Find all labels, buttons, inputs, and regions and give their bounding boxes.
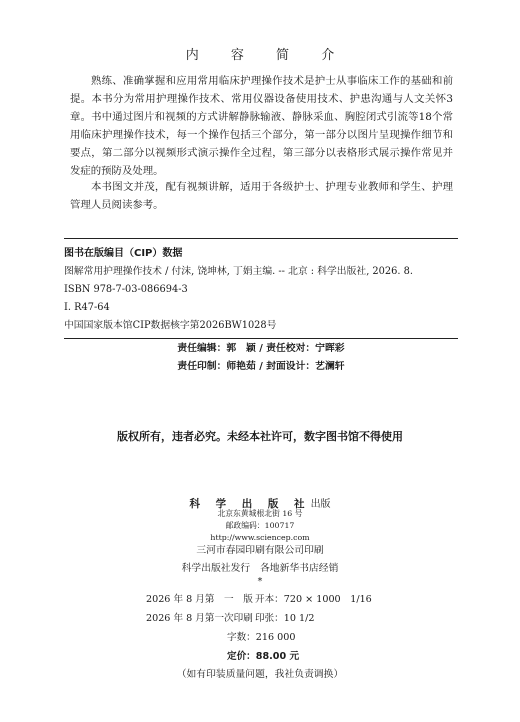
- cip-bibliographic-line: 图解常用护理操作技术 / 付沫, 饶坤林, 丁娟主编. -- 北京 : 科学出版社, 2026. 8.: [64, 266, 413, 277]
- publisher-address: 北京东黄城根北街 16 号: [217, 509, 303, 518]
- distribution-line: 科学出版社发行 各地新华书店经销: [181, 563, 339, 574]
- credits-editors: 责任编辑：郭 颖 / 责任校对：宁晖彩: [177, 343, 345, 354]
- credits-production: 责任印制：师艳茹 / 封面设计：艺澜轩: [177, 361, 345, 372]
- printing-label: 2026 年 8 月第一次印刷: [146, 613, 253, 624]
- copyright-notice: 版权所有，违者必究。未经本社许可，数字图书馆不得使用: [117, 430, 403, 443]
- cip-bottom-rule: [64, 338, 458, 339]
- separator-star: *: [257, 576, 263, 587]
- publisher-website: http://www.sciencep.com: [210, 533, 310, 542]
- printer-line: 三河市春园印刷有限公司印刷: [196, 545, 324, 556]
- edition-label: 2026 年 8 月第 一 版: [146, 594, 253, 605]
- cip-top-rule: [64, 238, 458, 239]
- cip-record-number: 中国国家版本馆CIP数据核字第2026BW1028号: [64, 320, 277, 331]
- publisher-name: 科 学 出 版 社: [189, 498, 311, 510]
- sheets-label: 印张：10 1/2: [255, 613, 315, 624]
- intro-paragraph-2: 本书图文并茂，配有视频讲解，适用于各级护士、护理专业教师和学生、护理管理人员阅读参考。: [70, 181, 453, 211]
- quality-note: （如有印装质量问题，我社负责调换）: [176, 669, 344, 680]
- publisher-suffix: 出版: [310, 499, 331, 510]
- cip-isbn: ISBN 978-7-03-086694-3: [64, 284, 188, 295]
- publisher-postcode: 邮政编码：100717: [225, 521, 295, 530]
- words-label: 字数：216 000: [227, 632, 296, 643]
- price-label: 定价：88.00 元: [227, 651, 300, 662]
- cip-classification: Ⅰ. R47-64: [64, 302, 110, 313]
- format-label: 开本：720 × 1000 1/16: [255, 594, 372, 605]
- cip-heading: 图书在版编目（CIP）数据: [64, 248, 183, 259]
- page-title: 内 容 简 介: [185, 48, 349, 63]
- intro-paragraph-1: 熟练、准确掌握和应用常用临床护理操作技术是护士从事临床工作的基础和前提。本书分为常用护理操作技术、常用仪器设备使用技术、护患沟通与人文关怀3章。书中通过图片和视频的方式讲解静脉输液、静脉采血、胸腔闭式引流等18个常用临床护理操作技术，每一个操作包括三个部分，第一部分以图片呈现操作细节和要点，第二部分以视频形式演示操作全过程，第三部分以表格形式展示操作常见并发症的预防及处理。: [70, 75, 453, 177]
